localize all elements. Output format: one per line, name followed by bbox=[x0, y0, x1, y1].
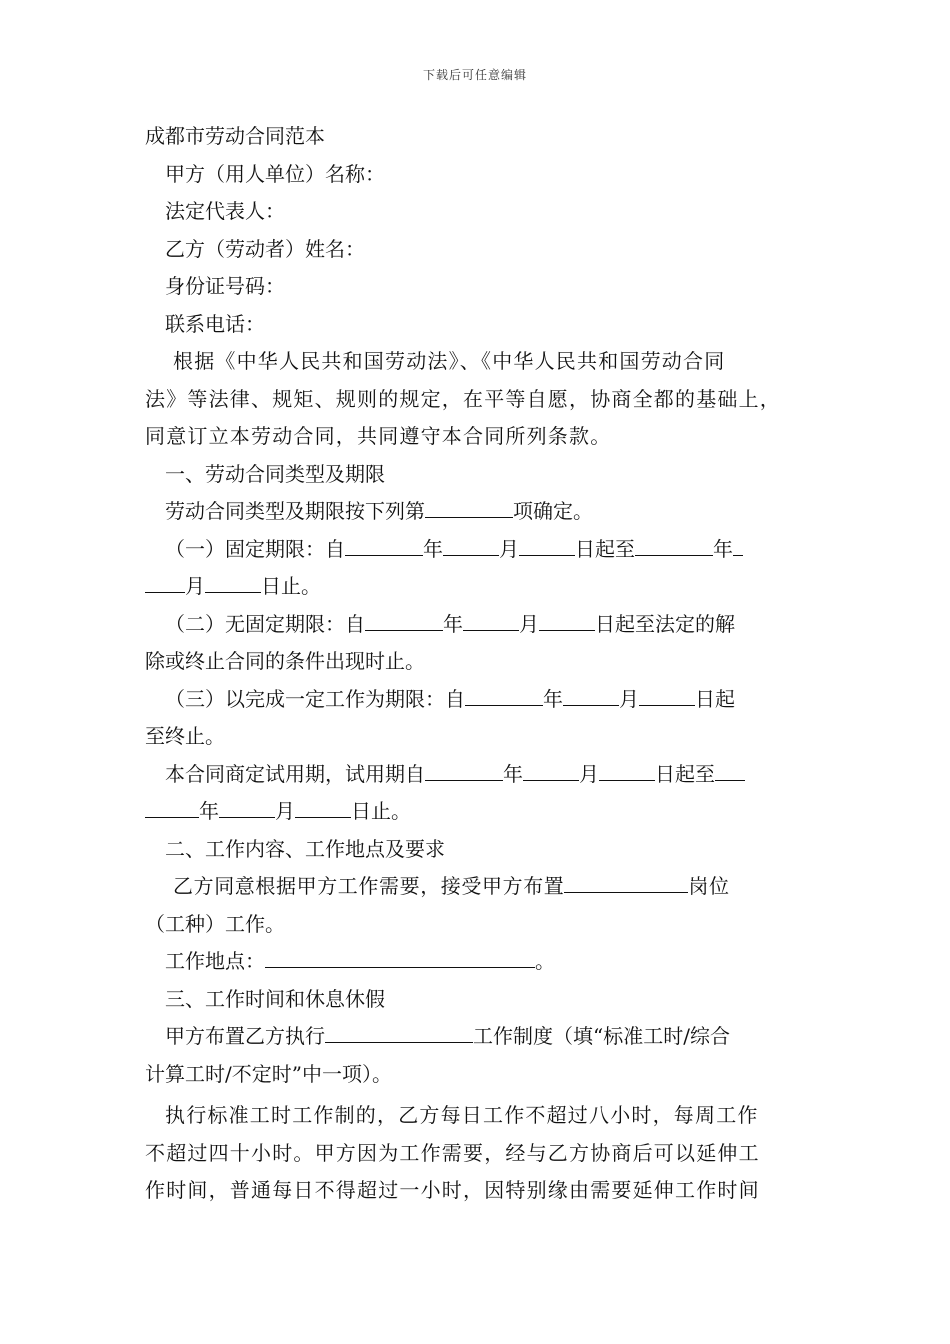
start-year-blank[interactable] bbox=[345, 533, 423, 556]
section-1-heading: 一、劳动合同类型及期限 bbox=[165, 461, 385, 486]
work-place-blank[interactable] bbox=[265, 945, 535, 968]
legal-rep-field: 法定代表人： bbox=[165, 199, 285, 223]
start-day-blank[interactable] bbox=[519, 533, 575, 556]
contract-type-line: 劳动合同类型及期限按下列第 项确定。 bbox=[145, 493, 810, 531]
hours-paragraph-line-1: 执行标准工时工作制的，乙方每日工作不超过八小时，每周工作 bbox=[165, 1103, 759, 1127]
open-term-line: （二）无固定期限：自 年 月 日起至法定的解 bbox=[145, 606, 810, 644]
job-position-line: 乙方同意根据甲方工作需要，接受甲方布置 岗位 bbox=[145, 868, 810, 906]
work-place-line: 工作地点： 。 bbox=[145, 943, 810, 981]
party-b-field: 乙方（劳动者）姓名： bbox=[165, 236, 365, 261]
intro-line-3: 同意订立本劳动合同，共同遵守本合同所列条款。 bbox=[145, 424, 612, 448]
party-a-field: 甲方（用人单位）名称： bbox=[165, 161, 385, 186]
hours-paragraph-line-2: 不超过四十小时。甲方因为工作需要，经与乙方协商后可以延伸工 bbox=[145, 1140, 760, 1165]
page-header: 下载后可任意编辑 bbox=[422, 68, 527, 82]
intro-line-1: 根据《中华人民共和国劳动法》、《中华人民共和国劳动合同 bbox=[173, 349, 726, 373]
id-number-field: 身份证号码： bbox=[165, 274, 285, 298]
fixed-term-line-2: 月 日止。 bbox=[145, 568, 810, 606]
section-3-heading: 三、工作时间和休息休假 bbox=[165, 986, 385, 1011]
hours-paragraph-line-3: 作时间，普通每日不得超过一小时，因特别缘由需要延伸工作时间 bbox=[145, 1178, 760, 1202]
task-term-line: （三）以完成一定工作为期限：自 年 月 日起 bbox=[145, 681, 810, 719]
intro-line-2: 法》等法律、规矩、规则的规定，在平等自愿，协商全都的基础上， bbox=[145, 386, 781, 411]
type-blank[interactable] bbox=[425, 495, 513, 518]
document-title: 成都市劳动合同范本 bbox=[145, 124, 325, 148]
work-system-line: 甲方布置乙方执行 工作制度（填“标准工时/综合 bbox=[145, 1018, 810, 1056]
position-blank[interactable] bbox=[564, 870, 688, 893]
fixed-term-line: （一）固定期限：自 年 月 日起至 年 bbox=[145, 531, 810, 569]
job-position-line-2: （工种）工作。 bbox=[145, 911, 285, 936]
start-month-blank[interactable] bbox=[443, 533, 499, 556]
contract-body bbox=[145, 118, 810, 1210]
end-day-blank[interactable] bbox=[205, 570, 261, 593]
work-system-line-2: 计算工时/不定时”中一项）。 bbox=[145, 1061, 392, 1086]
trial-period-line: 本合同商定试用期，试用期自 年 月 日起至 bbox=[145, 756, 810, 794]
phone-field: 联系电话： bbox=[165, 311, 265, 336]
end-year-blank[interactable] bbox=[635, 533, 713, 556]
work-system-blank[interactable] bbox=[325, 1020, 473, 1043]
trial-period-line-2: 年 月 日止。 bbox=[145, 793, 810, 831]
section-2-heading: 二、工作内容、工作地点及要求 bbox=[165, 836, 445, 861]
task-term-line-2: 至终止。 bbox=[145, 724, 225, 748]
open-term-line-2: 除或终止合同的条件出现时止。 bbox=[145, 649, 425, 673]
